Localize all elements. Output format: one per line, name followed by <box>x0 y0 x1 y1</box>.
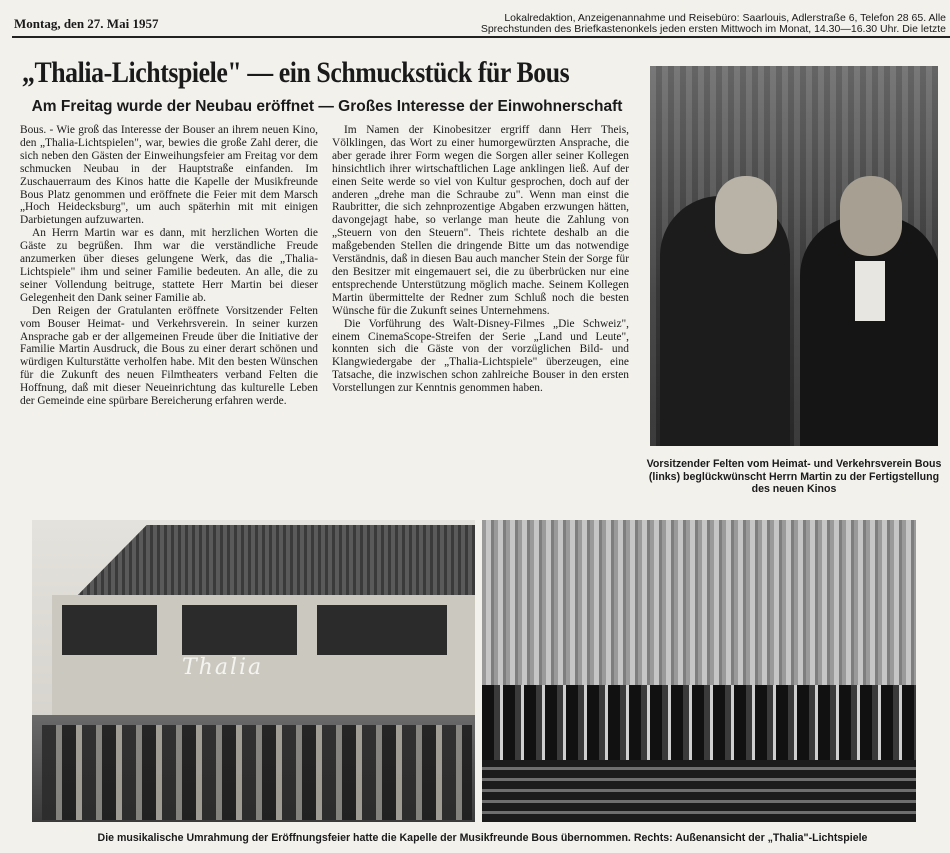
paragraph: Die Vorführung des Walt-Disney-Filmes „Die Schweiz", einem CinemaScope-Streifen der Serie „Land und Leute", konnten sich die Gäste von der vorzüglichen Bild- und Klangwiedergabe der „Thalia-Lichtspiele" überzeugen, eine Tatsache, die inzwischen schon zahlreiche Bouser in den ersten Vorstellungen zur Kenntnis genommen haben. <box>332 317 629 395</box>
man-left-head <box>715 176 777 254</box>
band-musicians <box>482 685 916 765</box>
cinema-seats <box>482 760 916 822</box>
man-right-head <box>840 176 902 256</box>
header-info-line-2: Sprechstunden des Briefkastenonkels jeden ersten Mittwoch im Monat, 14.30—16.30 Uhr. Die letzte <box>480 23 946 35</box>
photo-caption-top: Vorsitzender Felten vom Heimat- und Verkehrsverein Bous (links) beglückwünscht Herrn Martin zu der Fertigstellung des neuen Kinos <box>646 458 942 495</box>
page-header-info <box>386 13 946 35</box>
paragraph: Im Namen der Kinobesitzer ergriff dann Herr Theis, Völklingen, das Wort zu einer humorgewürzten Ansprache, die aber gerade ihrer Form wegen die Sorgen aller seiner Kollegen hinsichtlich ihrer wirtschaftlichen Lage anklingen ließ. Auf der einen Seite werde so viel von Kultur gesprochen, doch auf der anderen „drehe man die Schraube zu". Wenn man einst die Raubritter, die sich zehnprozentige Abgaben erzwungen hätten, davongejagt habe, so verlange man heute die Zahlung von „Steuern von den Steuern". Theis richtete deshalb an die maßgebenden Stellen die dringende Bitte um das notwendige Verständnis, daß in diesen Bau auch mancher Stein der Sorge für den Besitzer mit eingemauert sei, die zu überbrücken nur eine entsprechende Unterstützung möglich mache. Seinem Kollegen Martin übermittelte der Redner zum Schluß noch die besten Wünsche für die Zukunft seines Unternehmens. <box>332 124 629 317</box>
page-header-date: Montag, den 27. Mai 1957 <box>14 16 159 31</box>
photo-cinema-interior <box>482 520 916 822</box>
shirt <box>855 261 885 321</box>
article-subheadline: Am Freitag wurde der Neubau eröffnet — Großes Interesse der Einwohnerschaft <box>31 98 623 115</box>
article-column-1 <box>20 124 318 408</box>
window <box>182 605 297 655</box>
article-headline: „Thalia-Lichtspiele" — ein Schmuckstück für Bous <box>22 56 570 89</box>
header-rule <box>12 36 950 38</box>
photo-cinema-exterior <box>32 520 475 822</box>
window <box>62 605 157 655</box>
photo-handshake <box>650 66 938 446</box>
window <box>317 605 447 655</box>
stage-curtain <box>482 520 916 690</box>
paragraph: An Herrn Martin war es dann, mit herzlichen Worten die Gäste zu begrüßen. Ihm war die verständliche Freude anzumerken über dieses gelungene Werk, das die „Thalia-Lichtspiele" ihm und seiner Familie bedeuten. An alle, die zu seiner Vollendung beitruge, stattete Herr Martin bei dieser Gelegenheit den Dank seiner Familie ab. <box>20 227 318 304</box>
article-column-2 <box>332 124 629 395</box>
crowd <box>42 725 472 820</box>
paragraph: Den Reigen der Gratulanten eröffnete Vorsitzender Felten vom Bouser Heimat- und Verkehrsverein. In seiner kurzen Ansprache gab er der allgemeinen Freude über die Initiative der Familie Martin Ausdruck, die Bous zu einer derart schönen und würdigen Kulturstätte verholfen habe. Mit den besten Wünschen für die Zukunft des neuen Filmtheaters verband Felten die Hoffnung, daß mit dieser Neueinrichtung das kulturelle Leben der Gemeinde eine spürbare Bereicherung erfahren werde. <box>20 304 318 408</box>
paragraph: Bous. - Wie groß das Interesse der Bouser an ihrem neuen Kino, den „Thalia-Lichtspielen", war, bewies die große Zahl derer, die sich neben den Gästen der Einweihungsfeier am Freitag vor dem schmucken Neubau in der Hauptstraße einfanden. Im Zuschauerraum des Kinos hatte die Kapelle der Musikfreunde Bous Platz genommen und eröffnete die Feier mit dem Marsch „Hoch Heidecksburg", um auch späterhin mit mit einigen Darbietungen aufzuwarten. <box>20 124 318 227</box>
photo-caption-bottom: Die musikalische Umrahmung der Eröffnungsfeier hatte die Kapelle der Musikfreunde Bous übernommen. Rechts: Außenansicht der „Thalia"-Lichtspiele <box>97 832 868 844</box>
thalia-sign: Thalia <box>182 655 264 680</box>
header-info-line-1: Lokalredaktion, Anzeigenannahme und Reisebüro: Saarlouis, Adlerstraße 6, Telefon 28 65. Alle <box>504 13 946 24</box>
